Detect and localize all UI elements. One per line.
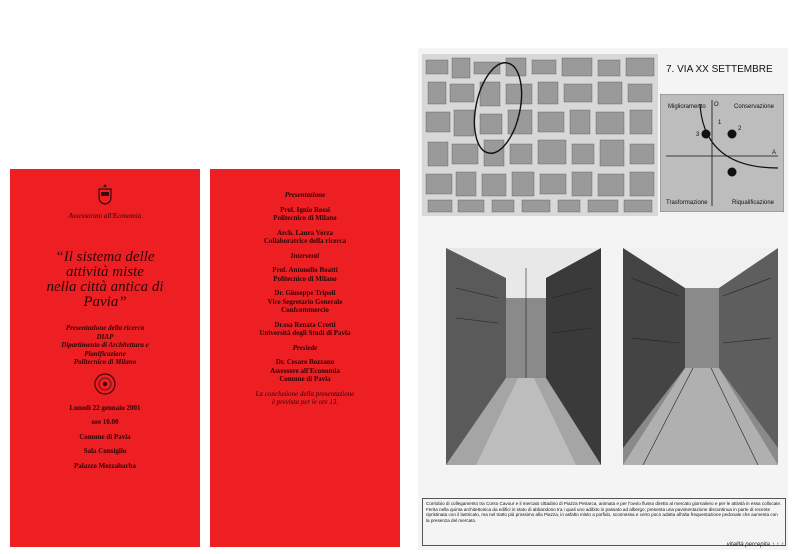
presentation-line: Dipartimento di Architettura e xyxy=(61,341,149,349)
presentation-line: Pianificazione xyxy=(84,349,126,358)
speaker-role: Assessore all'Economia xyxy=(270,366,340,375)
assessorato-label: Assessorato all'Economia xyxy=(68,212,142,220)
speaker-role: Comune di Pavia xyxy=(279,375,331,383)
event-room: Sala Consiglio xyxy=(83,447,127,455)
speaker-role: Collaboratrice della ricerca xyxy=(263,237,347,245)
speaker-name: Dr. Cesare Bozzano xyxy=(275,358,335,366)
assessment-diagram xyxy=(660,94,784,212)
invitation-cover-card xyxy=(10,169,200,547)
presentation-line: Politecnico di Milano xyxy=(73,358,137,366)
title-line: nella città antica di xyxy=(46,279,164,295)
axis-label: A xyxy=(772,150,777,156)
diagram-label: Riqualificazione xyxy=(732,200,775,206)
speaker-name: Prof. Ignio Rossi xyxy=(280,205,330,214)
speaker-role: Politecnico di Milano xyxy=(273,274,337,283)
event-building: Palazzo Mezzabarba xyxy=(73,461,136,470)
title-line: Pavia” xyxy=(83,294,127,310)
section-presiede: Presiede xyxy=(292,343,318,352)
speaker-role: Confcommercio xyxy=(281,306,329,314)
event-time: ore 10.00 xyxy=(91,418,119,426)
section-interventi: Interventi xyxy=(290,251,320,260)
speaker-role: Vice Segretario Generale xyxy=(267,297,343,306)
presentation-line: Presentazione della ricerca xyxy=(65,324,145,332)
title-line: “Il sistema delle xyxy=(55,249,155,265)
presentation-block xyxy=(10,324,200,367)
footer-text: vitalità percepita xyxy=(726,542,770,548)
invitation-program-card xyxy=(210,169,400,547)
diagram-label: Conservazione xyxy=(734,104,775,110)
axis-label: O xyxy=(714,102,719,108)
speaker-name: Arch. Laura Verza xyxy=(276,228,334,237)
section-presentazione: Presentazione xyxy=(284,191,326,199)
pavia-crest-icon xyxy=(97,183,113,205)
presentation-line: DIAP xyxy=(96,332,114,341)
event-title xyxy=(34,250,176,310)
city-map xyxy=(422,54,658,216)
point-label: 2 xyxy=(738,126,742,132)
speaker-name: Prof. Antonello Boatti xyxy=(272,266,338,274)
point-label: 1 xyxy=(718,120,722,126)
diagram-label: Trasformazione xyxy=(666,200,708,206)
speaker-name: Dr. Giuseppe Tripoli xyxy=(274,289,336,297)
caption-box xyxy=(422,498,786,546)
street-photo-left xyxy=(446,248,601,465)
closing-note: è prevista per le ore 13. xyxy=(271,398,339,406)
speaker-role: Politecnico di Milano xyxy=(273,214,337,222)
vitality-arrows-icon: ↑ ↑ ↑ xyxy=(771,542,784,548)
closing-note: La conclusione della presentazione xyxy=(255,389,355,398)
speaker-role: Università degli Studi di Pavia xyxy=(259,329,351,337)
university-seal-icon xyxy=(94,373,116,395)
diagram-label: Miglioramento xyxy=(668,104,706,110)
street-analysis-sheet xyxy=(418,48,788,550)
point-label: 3 xyxy=(696,132,700,138)
event-place: Comune di Pavia xyxy=(79,432,131,441)
event-date: Lunedì 22 gennaio 2001 xyxy=(69,403,141,412)
title-line: attività miste xyxy=(66,264,144,280)
street-photo-right xyxy=(623,248,778,465)
footer-label xyxy=(727,542,784,548)
speaker-name: Dr.ssa Renata Crotti xyxy=(274,320,336,329)
caption-text: Corridoio di collegamento tra Corso Cavour e il mercato cittadino di Piazza Petrarca, animata e per l'ovvio flusso diretto al mercato giornaliero e per le attività in essa collocate. Ferita nella quinta architettonica da edifici in stato di abbandono tra i quali uno adibito in passato ad albergo; presenta una pavimentazione discontinua in parte di recente ripristinata con il lastricato, ma nel tratto più prossimo alla Piazza, in asfalto misto a porfido, sconnessa e certo poco adatta all'alta frequentazione pedonale che aumenta con la presenza del mercato. xyxy=(426,501,782,523)
sheet-title: 7. VIA XX SETTEMBRE xyxy=(666,64,773,75)
